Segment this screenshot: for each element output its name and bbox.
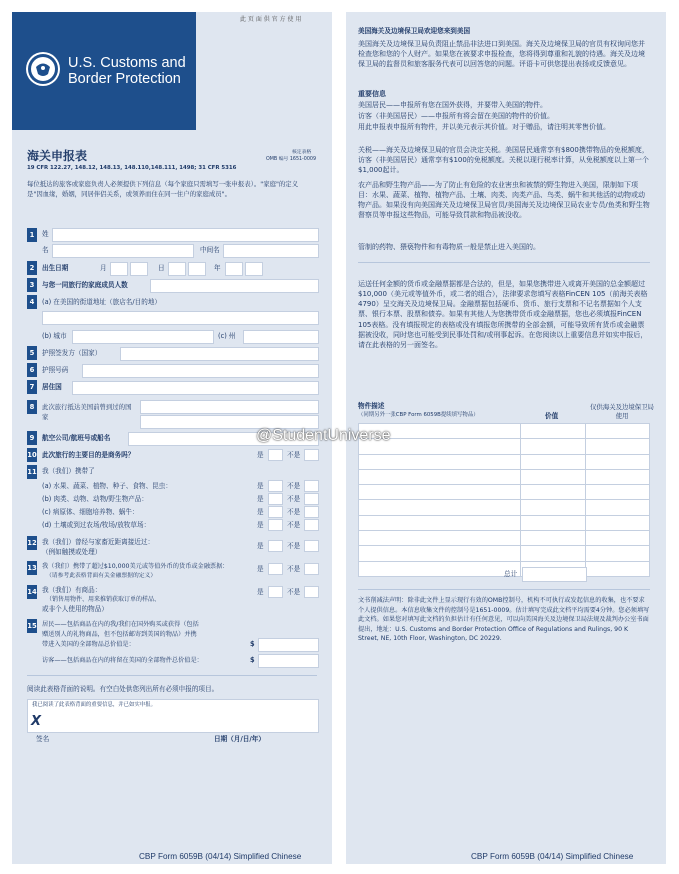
row-number-7: 7	[27, 380, 37, 394]
commercial-no-label: 不是	[287, 588, 301, 596]
fruits-yes-checkbox[interactable]	[268, 480, 283, 492]
cbp-header-banner	[12, 12, 196, 130]
row-number-3: 3	[27, 278, 37, 292]
commercial-no-checkbox[interactable]	[304, 586, 319, 598]
state-label: (c) 州	[218, 332, 236, 340]
item-official-cell	[585, 424, 649, 439]
middle-name-field[interactable]	[223, 244, 319, 258]
omb-number: OMB 编号 1651-0009	[266, 157, 316, 162]
dob-day-label: 日	[158, 264, 165, 272]
soil-yes-label: 是	[257, 521, 264, 529]
dob-day-field-2[interactable]	[188, 262, 206, 276]
item-official-cell	[585, 454, 649, 469]
item-official-cell	[585, 515, 649, 530]
middle-name-label: 中间名	[200, 246, 220, 254]
resident-dollar-sign: $	[250, 640, 255, 648]
row-number-15: 15	[27, 619, 37, 633]
soil-no-checkbox[interactable]	[304, 519, 319, 531]
items-column-note: （同期另外一张CBP Form 6059B提续填写物品）	[358, 412, 479, 418]
item-row	[359, 424, 650, 439]
item-row	[359, 469, 650, 484]
resident-value-label: 居民——包括商品在内的我/我们在国外购买或获得（包括	[42, 621, 199, 628]
livestock-no-label: 不是	[287, 542, 301, 550]
item-official-cell	[585, 561, 649, 576]
row-number-2: 2	[27, 261, 37, 275]
state-field[interactable]	[243, 330, 319, 344]
meats-yes-checkbox[interactable]	[268, 493, 283, 505]
form-intro: 每位抵达的旅客或家庭负责人必须提供下列信息（每个家庭只需填写一张申报表）。"家庭"的定义是"因血缘，婚姻，同居伴侣关系，或领养而住在同一住户的家庭成员"。	[27, 180, 299, 198]
item-description-cell[interactable]	[359, 546, 521, 561]
value-column-title: 价值	[545, 412, 559, 420]
agency-name-line2: Border Protection	[68, 71, 181, 87]
surname-field[interactable]	[52, 228, 319, 242]
item-row	[359, 485, 650, 500]
commercial-yes-label: 是	[257, 588, 264, 596]
resident-value-field[interactable]	[258, 638, 319, 652]
pathogens-label: (c) 病原体、细胞培养物、蜗牛：	[42, 508, 139, 516]
passport-number-field[interactable]	[82, 364, 319, 378]
currency-yes-checkbox[interactable]	[268, 563, 283, 575]
pathogens-no-label: 不是	[287, 508, 301, 516]
dob-label: 出生日期	[42, 264, 69, 272]
items-column-title: 物件描述	[358, 402, 385, 410]
row-number-6: 6	[27, 363, 37, 377]
item-value-cell[interactable]	[521, 439, 585, 454]
pathogens-yes-label: 是	[257, 508, 264, 516]
flight-label: 航空公司/航班号或船名	[42, 434, 111, 442]
commercial-label-3: 或非个人使用的物品）	[42, 605, 108, 613]
given-name-field[interactable]	[52, 244, 194, 258]
dob-month-label: 月	[100, 264, 107, 272]
important-residents: 美国居民——申报所有您在国外获得，并要带入美国的物件。	[358, 101, 547, 109]
visitor-value-label: 访客——包括商品在内的将留在美国的全部物件总价值是：	[42, 657, 203, 664]
dob-month-field[interactable]	[110, 262, 128, 276]
row-number-9: 9	[27, 431, 37, 445]
row-number-10: 10	[27, 448, 37, 462]
currency-no-checkbox[interactable]	[304, 563, 319, 575]
official-column-title: 仅供海关及边境保卫局使用	[590, 403, 654, 420]
item-value-cell[interactable]	[521, 469, 585, 484]
currency-label-2: （请参考此表格背面有关金融票据的定义）	[46, 573, 157, 579]
countries-visited-label: 此次旅行抵达美国前曾到过的国家	[42, 403, 132, 421]
important-declare: 用此申报表申报所有物件，并以美元表示其价值。对于赠品，请注明其零售价值。	[358, 123, 610, 131]
dob-year-field-2[interactable]	[245, 262, 263, 276]
form-title: 海关申报表	[27, 149, 88, 163]
item-official-cell	[585, 546, 649, 561]
duty-info: 关税——海关及边境保卫局的官员会决定关税。美国居民通常享有$800携带物品的免税额度，访客（非美国居民）通常享有$100的免税额度。关税以现行税率计算，从免税额度以上第一个$1,000起计。	[358, 146, 649, 175]
row-number-4: 4	[27, 295, 37, 309]
item-value-cell[interactable]	[521, 515, 585, 530]
right-divider-1	[358, 262, 650, 263]
row-number-11: 11	[27, 465, 37, 479]
agriculture-info: 农产品和野生物产品——为了防止有危险的农业害虫和被禁的野生物进入美国，限制如下项目：水果、蔬菜、植物、植物产品、土壤、肉类、肉类产品、鸟类、蜗牛和其他活的动物或动物产品。如果没有向美国海关及边境保卫局官员/美国海关及边境保卫局农业专员/鱼类和野生物督察员等申报这些物品，可能导致罚款和物品被没收。	[358, 181, 650, 220]
approval-label: 核定表格	[292, 150, 312, 155]
livestock-label-2: （例如触摸或处理）	[42, 548, 102, 556]
agency-name-line1: U.S. Customs and	[68, 55, 186, 71]
pathogens-no-checkbox[interactable]	[304, 506, 319, 518]
livestock-yes-checkbox[interactable]	[268, 540, 283, 552]
official-use-note: 此 页 面 供 官 方 使 用	[240, 16, 302, 23]
section-divider	[27, 675, 317, 676]
passport-number-label: 护照号码	[42, 366, 69, 374]
soil-yes-checkbox[interactable]	[268, 519, 283, 531]
total-label: 总计	[504, 570, 518, 578]
business-yes-checkbox[interactable]	[268, 449, 283, 461]
meats-no-label: 不是	[287, 495, 301, 503]
livestock-yes-label: 是	[257, 542, 264, 550]
residence-country-field[interactable]	[72, 381, 319, 395]
item-value-cell[interactable]	[521, 500, 585, 515]
fruits-no-label: 不是	[287, 482, 301, 490]
item-official-cell	[585, 439, 649, 454]
city-field[interactable]	[72, 330, 214, 344]
commercial-label: 我（我们）有商品：	[42, 586, 102, 594]
given-name-label: 名	[42, 246, 49, 254]
dhs-seal-icon	[26, 52, 60, 86]
city-label: (b) 城市	[42, 332, 67, 340]
row-number-8: 8	[27, 400, 37, 414]
resident-value-label-2: 赠送别人的礼物商品，但不包括邮寄到美国的物品）并携	[42, 631, 197, 638]
commercial-label-2: （销售用物件、用来推销获取订单的样品、	[46, 596, 161, 603]
item-official-cell	[585, 469, 649, 484]
dob-year-field[interactable]	[225, 262, 243, 276]
signature-label: 签名	[36, 735, 50, 743]
important-title: 重要信息	[358, 90, 386, 98]
currency-no-label: 不是	[287, 565, 301, 573]
business-no-checkbox[interactable]	[304, 449, 319, 461]
business-trip-label: 此次旅行的主要目的是商务吗？	[42, 451, 135, 459]
fruits-no-checkbox[interactable]	[304, 480, 319, 492]
item-row	[359, 546, 650, 561]
item-description-cell[interactable]	[359, 469, 521, 484]
item-row	[359, 515, 650, 530]
item-value-cell[interactable]	[521, 485, 585, 500]
visitor-value-field[interactable]	[258, 654, 319, 668]
dob-year-label: 年	[214, 264, 221, 272]
meats-label: (b) 肉类、动物、动物/野生物产品：	[42, 495, 148, 503]
currency-yes-label: 是	[257, 565, 264, 573]
passport-issuer-field[interactable]	[120, 347, 319, 361]
dob-day-field[interactable]	[168, 262, 186, 276]
item-description-cell[interactable]	[359, 454, 521, 469]
row-number-13: 13	[27, 561, 37, 575]
visitor-dollar-sign: $	[250, 656, 255, 664]
back-notice: 阅读此表格背面的说明。有空白处供您列出所有必须申报的项目。	[27, 685, 219, 693]
item-official-cell	[585, 485, 649, 500]
commercial-yes-checkbox[interactable]	[268, 586, 283, 598]
currency-info: 运送任何金额的货币或金融票据都是合法的，但是，如果您携带进入或离开美国的总金额超过$10,000（美元或等值外币，或二者的组合），法律要求您填写表格FinCEN 105（前海关表格4790）呈交海关及边境保卫局。金融票据包括硬币、货币、旅行支票和不记名票据如个人支票、银行本票、股票和债券。如果有其他人为您携带货币或金融票据，您也必须填报FinCEN 105表格。没有填报规定的表格或没有填报您所携带的全部金额，可能导致所有货币或金融票据被没收，同时您也可能受到民事处罚和/或刑事起诉。在您阅读以上重要信息并如实申报后，请在此表格的另一面签名。	[358, 280, 648, 349]
countries-visited-field-1[interactable]	[140, 400, 319, 414]
item-value-cell[interactable]	[521, 531, 585, 546]
item-description-cell[interactable]	[359, 561, 521, 576]
item-value-cell[interactable]	[521, 424, 585, 439]
meats-yes-label: 是	[257, 495, 264, 503]
item-value-cell[interactable]	[521, 546, 585, 561]
surname-label: 姓	[42, 230, 49, 238]
row-number-1: 1	[27, 228, 37, 242]
declaration-statement: 我已阅读了此表格背面的重要信息，并已如实申报。	[32, 702, 156, 708]
livestock-label: 我（我们）曾经与家畜近距离接近过：	[42, 538, 155, 546]
item-official-cell	[585, 531, 649, 546]
form-id-front: CBP Form 6059B (04/14) Simplified Chinese	[139, 852, 302, 861]
total-field[interactable]	[522, 567, 587, 582]
soil-label: (d) 土壤或到过农场/牧场/放牧草场：	[42, 521, 151, 529]
item-row	[359, 454, 650, 469]
livestock-no-checkbox[interactable]	[304, 540, 319, 552]
us-address-field[interactable]	[42, 311, 319, 325]
soil-no-label: 不是	[287, 521, 301, 529]
item-row	[359, 531, 650, 546]
item-description-cell[interactable]	[359, 485, 521, 500]
family-count-label: 与您一同旅行的家庭成员人数	[42, 281, 128, 289]
form-id-back: CBP Form 6059B (04/14) Simplified Chinese	[471, 852, 634, 861]
fruits-yes-label: 是	[257, 482, 264, 490]
fruits-label: (a) 水果、蔬菜、植物、种子、食物、昆虫：	[42, 482, 172, 490]
row-number-12: 12	[27, 536, 37, 550]
right-divider-2	[358, 589, 650, 590]
date-label: 日期（月/日/年）	[214, 735, 265, 743]
row-number-5: 5	[27, 346, 37, 360]
resident-value-label-3: 带进入美国的全部物品总价值是：	[42, 641, 135, 648]
business-yes-label: 是	[257, 451, 264, 459]
dob-month-field-2[interactable]	[130, 262, 148, 276]
paperwork-notice: 文书削减法声明：除非此文件上显示现行有效的OMB控制号，机构不可执行或发起信息的收集，也不要求个人提供信息。本信息收集文件的控制号是1651-0009。估计填写完成此文档平均需要4分钟。您必须填写此文档。如果您对填写此文档的负担估计有任何意见，可以向美国海关及边境保卫局法规及裁判办公室书面提出，地址：U.S. Customs and Border Protection Office of Regulations and Rulings, 90 K Street, NE, 10th Floor, Washington, DC 20229.	[358, 597, 650, 643]
business-no-label: 不是	[287, 451, 301, 459]
item-row	[359, 500, 650, 515]
residence-country-label: 居住国	[42, 383, 62, 391]
carrying-label: 我（我们）携带了	[42, 467, 95, 475]
item-description-cell[interactable]	[359, 531, 521, 546]
welcome-body: 美国海关及边境保卫局负责阻止禁品非法进口到美国。海关及边境保卫局的官员有权询问您并检查您和您的个人财产。如果您在被要求申报检查，您将得到尊重和礼貌的待遇。海关及边境保卫局的监督员和旅客服务代表可以回答您的问题。评语卡可供您提出表扬或反馈意见。	[358, 40, 645, 69]
family-count-field[interactable]	[150, 279, 319, 293]
passport-issuer-label: 护照签发方（国家）	[42, 349, 102, 357]
signature-x-mark: X	[31, 714, 42, 729]
item-description-cell[interactable]	[359, 500, 521, 515]
controlled-substances-info: 管制的药物、猥亵物件和有毒物质一般是禁止进入美国的。	[358, 243, 540, 251]
us-address-label: (a) 在美国的街道地址（旅店名/目的地）	[42, 298, 162, 306]
important-visitors: 访客（非美国居民）——申报所有将会留在美国的物件的价值。	[358, 112, 554, 120]
item-official-cell	[585, 500, 649, 515]
pathogens-yes-checkbox[interactable]	[268, 506, 283, 518]
item-description-cell[interactable]	[359, 515, 521, 530]
currency-label: 我（我们）携带了超过$10,000美元或等值外币的货币或金融票据：	[42, 563, 229, 570]
row-number-14: 14	[27, 585, 37, 599]
welcome-title: 美国海关及边境保卫局欢迎您来到美国	[358, 27, 471, 35]
items-table	[358, 423, 650, 577]
meats-no-checkbox[interactable]	[304, 493, 319, 505]
cfr-citation: 19 CFR 122.27, 148.12, 148.13, 148.110,148.111, 1498; 31 CFR 5316	[27, 165, 237, 171]
item-value-cell[interactable]	[521, 454, 585, 469]
watermark-text: @StudentUniverse	[256, 427, 391, 444]
item-row	[359, 439, 650, 454]
